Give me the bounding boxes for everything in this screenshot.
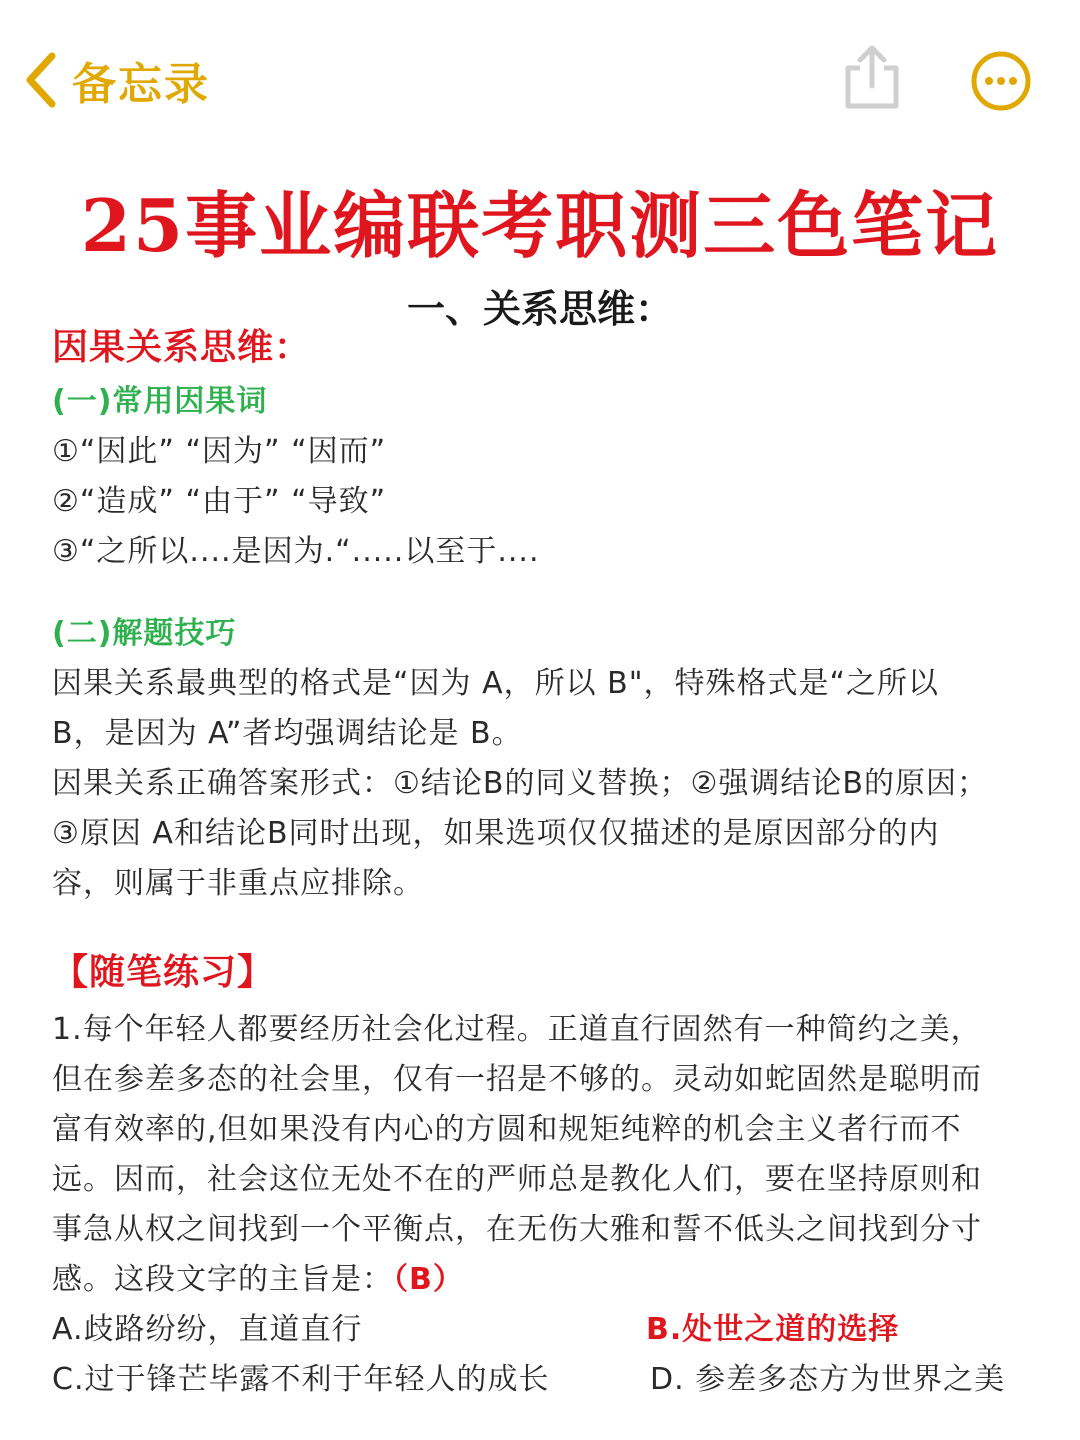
question-line: 事急从权之间找到一个平衡点，在无伤大雅和誓不低头之间找到分寸 (52, 1212, 982, 1247)
tip-line: 容，则属于非重点应排除。 (52, 866, 424, 901)
tip-line: ③原因 A和结论B同时出现，如果选项仅仅描述的是原因部分的内 (52, 816, 940, 851)
question-last-line (52, 1260, 464, 1300)
tip-line: 因果关系正确答案形式：①结论B的同义替换；②强调结论B的原因； (52, 766, 988, 801)
note-title: 25事业编联考职测三色笔记 (80, 183, 1000, 268)
option-b: B.处世之道的选择 (646, 1312, 900, 1347)
practice-heading: 【随笔练习】 (52, 952, 275, 993)
tip-line: 因果关系最典型的格式是“因为 A，所以 B"，特殊格式是“之所以 (52, 666, 940, 701)
more-icon (970, 50, 1032, 112)
share-icon (840, 42, 904, 112)
answer-marker: （B） (393, 1262, 464, 1297)
causal-word-line: ①“因此” “因为” “因而” (52, 434, 387, 469)
question-prompt: 感。这段文字的主旨是： (52, 1262, 393, 1297)
nav-bar (0, 0, 1080, 150)
chevron-left-icon (22, 50, 58, 110)
causal-word-line: ③“之所以....是因为.“.....以至于.... (52, 534, 540, 569)
causal-subheading-tips: (二)解题技巧 (52, 616, 237, 651)
question-line: 远。因而，社会这位无处不在的严师总是教化人们，要在坚持原则和 (52, 1162, 982, 1197)
back-label: 备忘录 (72, 59, 210, 110)
causal-subheading-words: (一)常用因果词 (52, 384, 268, 419)
causal-word-line: ②“造成” “由于” “导致” (52, 484, 387, 519)
option-d: D. 参差多态方为世界之美 (650, 1362, 1006, 1397)
more-button[interactable] (970, 50, 1032, 116)
share-button[interactable] (840, 42, 904, 116)
section-heading: 一、关系思维： (406, 287, 673, 331)
option-c: C.过于锋芒毕露不利于年轻人的成长 (52, 1362, 550, 1397)
question-line: 富有效率的,但如果没有内心的方圆和规矩纯粹的机会主义者行而不 (52, 1112, 962, 1147)
question-line: 但在参差多态的社会里，仅有一招是不够的。灵动如蛇固然是聪明而 (52, 1062, 982, 1097)
option-a: A.歧路纷纷，直道直行 (52, 1312, 363, 1347)
tip-line: B，是因为 A”者均强调结论是 B。 (52, 716, 523, 751)
back-button[interactable] (22, 48, 210, 112)
causal-heading: 因果关系思维： (52, 327, 312, 368)
question-line: 1.每个年轻人都要经历社会化过程。正道直行固然有一种简约之美， (52, 1012, 982, 1047)
